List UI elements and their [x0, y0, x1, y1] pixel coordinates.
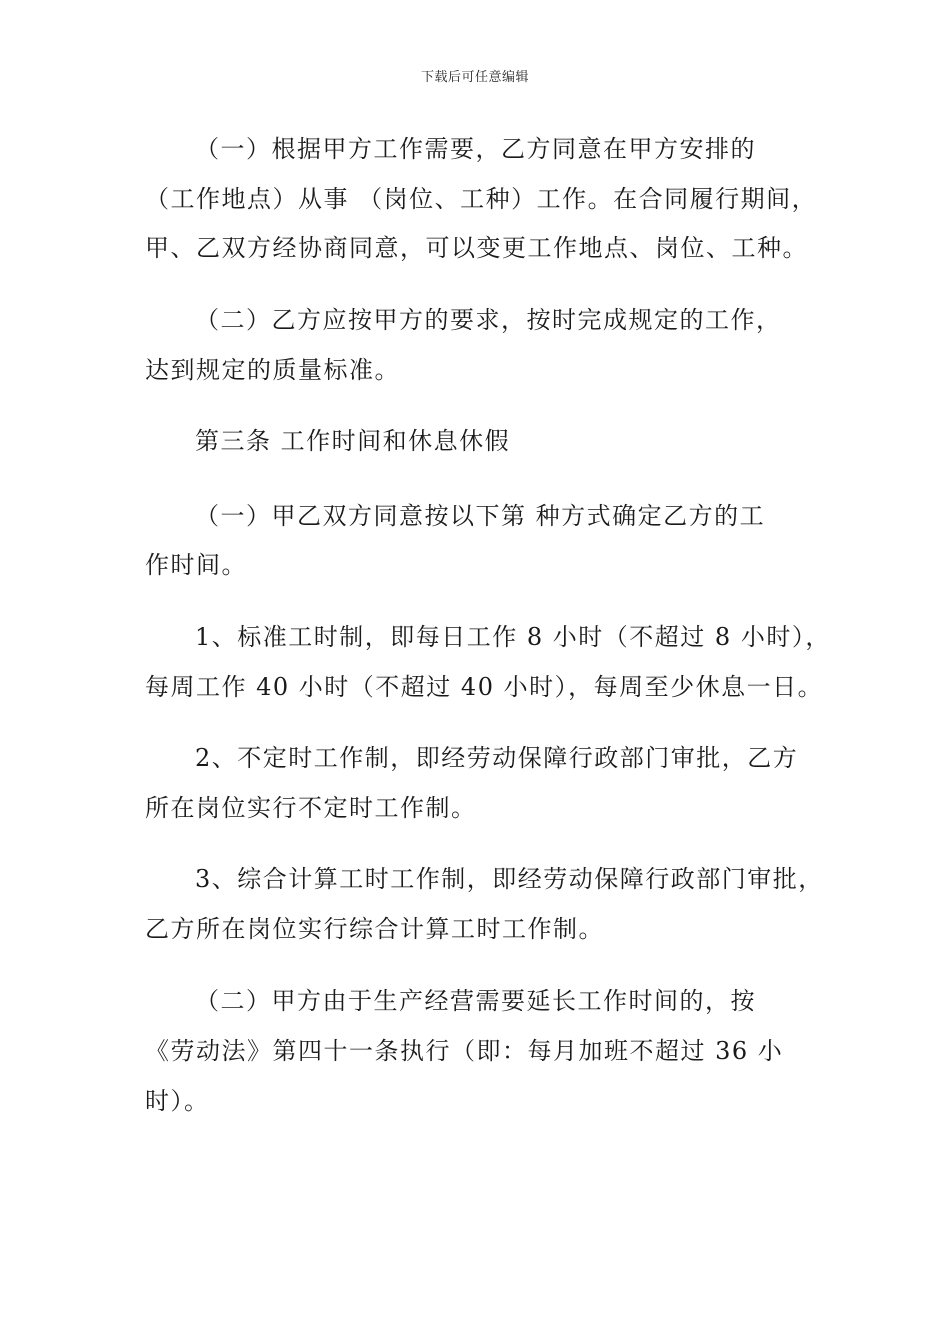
paragraph-line: （二）甲方由于生产经营需要延长工作时间的，按	[195, 987, 756, 1015]
paragraph-line: 《劳动法》第四十一条执行（即：每月加班不超过 36 小	[145, 1037, 784, 1065]
paragraph-line: （一）甲乙双方同意按以下第 种方式确定乙方的工	[195, 502, 766, 530]
section-heading: 第三条 工作时间和休息休假	[195, 427, 511, 455]
paragraph-line: 时）。	[145, 1087, 210, 1115]
paragraph-line: （二）乙方应按甲方的要求，按时完成规定的工作，	[195, 306, 782, 334]
paragraph-line: 甲、乙双方经协商同意，可以变更工作地点、岗位、工种。	[145, 234, 808, 262]
paragraph-line: 3、综合计算工时工作制，即经劳动保障行政部门审批，	[195, 865, 824, 893]
paragraph-line: 2、不定时工作制，即经劳动保障行政部门审批，乙方	[195, 744, 799, 772]
paragraph-line: 乙方所在岗位实行综合计算工时工作制。	[145, 915, 604, 943]
paragraph-line: 达到规定的质量标准。	[145, 356, 400, 384]
paragraph-line: （一）根据甲方工作需要，乙方同意在甲方安排的	[195, 135, 756, 163]
paragraph-line: 作时间。	[145, 551, 247, 579]
paragraph-line: 所在岗位实行不定时工作制。	[145, 794, 477, 822]
page-header-note: 下载后可任意编辑	[420, 70, 529, 85]
paragraph-line: 1、标准工时制，即每日工作 8 小时（不超过 8 小时），	[195, 623, 831, 651]
paragraph-line: （工作地点）从事 （岗位、工种）工作。在合同履行期间，	[145, 185, 818, 213]
paragraph-line: 每周工作 40 小时（不超过 40 小时），每周至少休息一日。	[145, 673, 824, 701]
